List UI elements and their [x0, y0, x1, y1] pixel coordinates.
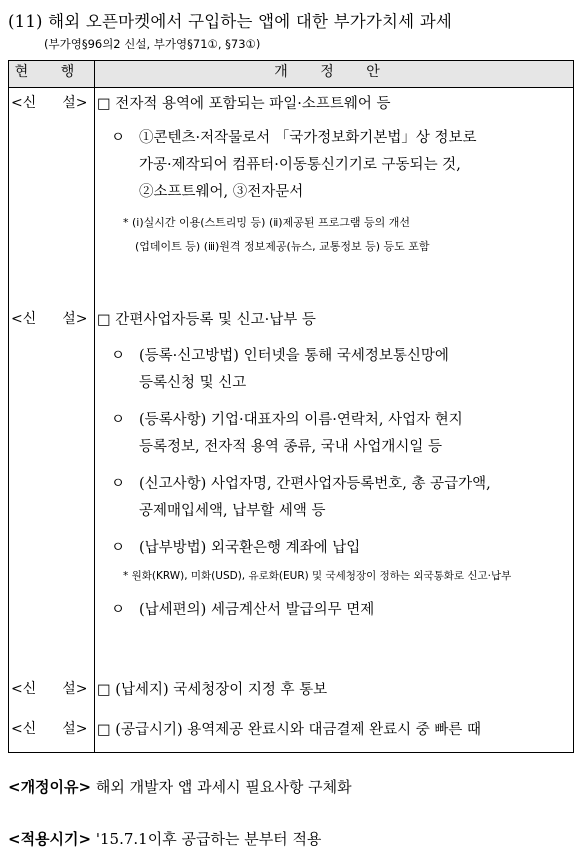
reason-label: <개정이유>	[8, 778, 92, 796]
effective-date	[8, 828, 321, 849]
list-item: ㅇ (납세편의) 세금계산서 발급의무 면제	[95, 598, 573, 628]
amendment-reason	[8, 776, 352, 797]
footnote: * (ⅰ)실시간 이용(스트리밍 등) (ⅱ)제공된 프로그램 등의 개선	[123, 216, 410, 229]
amended-cell	[95, 302, 574, 670]
header-amended: 개 정 안	[95, 61, 574, 88]
list-item: ㅇ ①콘텐츠·저작물로서 「국가정보화기본법」상 정보로	[95, 126, 573, 153]
footnote: * 원화(KRW), 미화(USD), 유로화(EUR) 및 국세청장이 정하는 외국통화로 신고·납부	[123, 570, 512, 582]
list-item: ㅇ (등록·신고방법) 인터넷을 통해 국세정보통신망에	[95, 344, 573, 371]
new-provision-label: <신 설>	[11, 681, 88, 697]
table-header-row	[9, 61, 574, 88]
amended-cell	[95, 88, 574, 303]
table-row	[9, 88, 574, 303]
list-item-line: 등록정보, 전자적 용역 종류, 국내 사업개시일 등	[139, 439, 443, 455]
footnote: (업데이트 등) (ⅲ)원격 정보제공(뉴스, 교통정보 등) 등도 포함	[135, 240, 430, 253]
circle-bullet-icon: ㅇ	[111, 476, 126, 492]
section-heading: □ 간편사업자등록 및 신고·납부 등	[97, 312, 316, 328]
amended-cell	[95, 670, 574, 712]
list-item-line: 등록신청 및 신고	[139, 375, 247, 391]
reason-text: 해외 개발자 앱 과세시 필요사항 구체화	[95, 778, 352, 796]
amendment-table	[8, 60, 574, 753]
current-cell	[9, 670, 95, 712]
circle-bullet-icon: ㅇ	[111, 130, 126, 146]
effective-label: <적용시기>	[8, 830, 92, 848]
table-row	[9, 712, 574, 753]
legal-reference: (부가영§96의2 신설, 부가영§71①, §73①)	[44, 37, 261, 51]
circle-bullet-icon: ㅇ	[111, 348, 126, 364]
current-cell	[9, 712, 95, 753]
list-item: ㅇ (납부방법) 외국환은행 계좌에 납입	[95, 536, 573, 568]
circle-bullet-icon: ㅇ	[111, 412, 126, 428]
circle-bullet-icon: ㅇ	[111, 602, 126, 618]
table-row	[9, 302, 574, 670]
section-heading: □ (공급시기) 용역제공 완료시와 대금결제 완료시 중 빠른 때	[97, 722, 482, 738]
new-provision-label: <신 설>	[11, 721, 88, 737]
list-item-line: 공제매입세액, 납부할 세액 등	[139, 503, 326, 519]
circle-bullet-icon: ㅇ	[111, 540, 126, 556]
list-item: ㅇ (신고사항) 사업자명, 간편사업자등록번호, 총 공급가액,	[95, 472, 573, 499]
current-cell	[9, 302, 95, 670]
list-item: ㅇ (등록사항) 기업·대표자의 이름·연락처, 사업자 현지	[95, 408, 573, 435]
effective-text: '15.7.1이후 공급하는 분부터 적용	[95, 830, 322, 848]
header-current: 현 행	[9, 61, 95, 88]
amended-cell	[95, 712, 574, 753]
list-item-line: 가공·제작되어 컴퓨터·이동통신기기로 구동되는 것,	[139, 157, 461, 173]
new-provision-label: <신 설>	[11, 95, 88, 111]
document-title: (11) 해외 오픈마켓에서 구입하는 앱에 대한 부가가치세 과세	[8, 12, 452, 31]
list-item-line: ②소프트웨어, ③전자문서	[139, 184, 304, 200]
new-provision-label: <신 설>	[11, 311, 88, 327]
section-heading: □ 전자적 용역에 포함되는 파일·소프트웨어 등	[97, 96, 391, 112]
table-row	[9, 670, 574, 712]
section-heading: □ (납세지) 국세청장이 지정 후 통보	[97, 682, 328, 698]
current-cell	[9, 88, 95, 303]
